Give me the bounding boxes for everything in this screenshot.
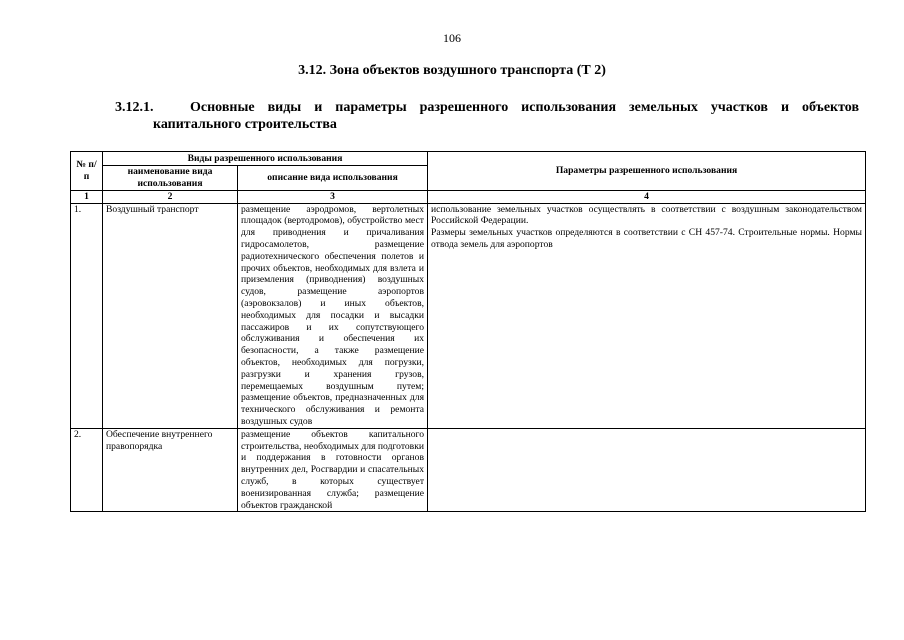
permitted-use-table	[70, 151, 866, 512]
row-name: Воздушный транспорт	[103, 203, 238, 428]
index-cell: 1	[71, 190, 103, 203]
row-params-p1: использование земельных участков осуществлять в соответствии с воздушным законодательством Российской Федерации.	[431, 203, 863, 227]
header-desc: описание вида использования	[238, 166, 428, 191]
index-cell: 4	[428, 190, 866, 203]
index-cell: 2	[103, 190, 238, 203]
row-params	[428, 203, 866, 428]
subsection-title-line1: Основные виды и параметры разрешенного использования земельных участков и объектов	[190, 100, 859, 115]
row-name: Обеспечение внутреннего правопорядка	[103, 428, 238, 512]
subsection-number: 3.12.1.	[115, 100, 154, 115]
index-row	[71, 190, 866, 203]
header-num: № п/п	[71, 152, 103, 191]
header-params: Параметры разрешенного использования	[428, 152, 866, 191]
section-title: 3.12. Зона объектов воздушного транспорта (Т 2)	[298, 63, 606, 78]
page-number: 106	[443, 31, 461, 45]
row-params	[428, 428, 866, 512]
table-row	[71, 203, 866, 428]
row-num: 2.	[71, 428, 103, 512]
index-cell: 3	[238, 190, 428, 203]
table-row	[71, 428, 866, 512]
subsection-title-line2: капитального строительства	[153, 117, 337, 132]
row-desc: размещение объектов капитального строительства, необходимых для подготовки и поддержания в готовности органов внутренних дел, Росгвардии и спасательных служб, в которых существует военизированная служба; размещение объектов гражданской	[238, 428, 428, 512]
header-group: Виды разрешенного использования	[103, 152, 428, 166]
row-num: 1.	[71, 203, 103, 428]
header-name: наименование вида использования	[103, 166, 238, 191]
row-params-p2: Размеры земельных участков определяются в соответствии с СН 457-74. Строительные нормы. Нормы отвода земель для аэропортов	[431, 227, 863, 250]
row-desc: размещение аэродромов, вертолетных площадок (вертодромов), обустройство мест для приводнения и причаливания гидросамолетов, размещение радиотехнического обеспечения полетов и прочих объектов, необходимых для взлета и приземления (приводнения) воздушных судов, размещение аэропортов (аэровокзалов) и иных объектов, необходимых для посадки и высадки пассажиров и их сопутствующего обслуживания и обеспечения их безопасности, а также размещение объектов, необходимых для погрузки, разгрузки и хранения грузов, перемещаемых воздушным путем; размещение объектов, предназначенных для технического обслуживания и ремонта воздушных судов	[238, 203, 428, 428]
